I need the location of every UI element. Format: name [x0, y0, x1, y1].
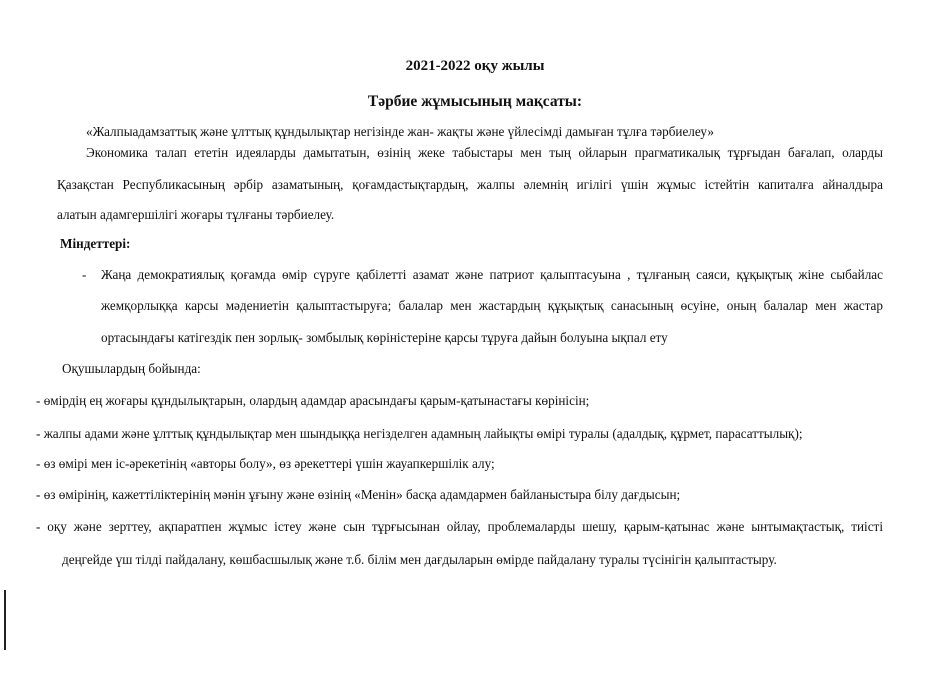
students-item: - жалпы адами және ұлттық құндылықтар мен шындыққа негізделген адамның лайықты өмірі туралы (адалдық, құрмет, парасаттылық); — [36, 426, 803, 441]
tasks-line-2: жемқорлыққа карсы мәдениетін қалыптастыруға; балалар мен жастардың құқықтық санасының өсуіне, оның балалар мен жастар — [101, 298, 883, 313]
students-item: - оқу және зерттеу, ақпаратпен жұмыс істеу және сын тұрғысынан ойлау, проблемаларды шешу, қарым-қатынас және ынтымақтастық, тиісті — [36, 519, 883, 534]
academic-year-heading: 2021-2022 оқу жылы — [405, 58, 545, 74]
students-label: Оқушылардың бойында: — [62, 361, 201, 376]
tasks-label: Міндеттері: — [60, 236, 131, 251]
goal-title: Тәрбие жұмысының мақсаты: — [367, 93, 583, 110]
students-item: - өз өмірі мен іс-әрекетінің «авторы болу», өз әрекеттері үшін жауапкершілік алу; — [36, 456, 495, 471]
goal-paragraph-line-2: Қазақстан Республикасының әрбір азаматының, қоғамдастықтардың, жалпы әлемнің игілігі үшін жұмыс істейтін капиталға айналдыра — [57, 177, 883, 192]
tasks-line-3: ортасындағы катігездік пен зорлық- зомбылық көріністеріне қарсы тұруға дайын болуына ықпал ету — [101, 330, 668, 345]
tasks-bullet: - — [82, 267, 87, 282]
goal-paragraph-line-3: алатын адамгершілігі жоғары тұлғаны тәрбиелеу. — [57, 207, 335, 222]
students-item-continuation: деңгейде үш тілді пайдалану, көшбасшылық және т.б. білім мен дағдыларын өмірде пайдалану туралы түсінігін қалыптастыру. — [62, 552, 777, 567]
scan-edge-mark — [4, 590, 6, 650]
tasks-line-1: Жаңа демократиялық қоғамда өмір сүруге қабілетті азамат және патриот қалыптасуына , тұлғаның саяси, құқықтық жіне сыбайлас — [101, 267, 883, 282]
students-item: - өмірдің ең жоғары құндылықтарын, олардың адамдар арасындағы қарым-қатынастағы көрінісін; — [36, 393, 590, 408]
goal-paragraph-line-1: Экономика талап ететін идеяларды дамытатын, өзінің жеке табыстары мен тың ойларын прагматикалық тұрғыдан бағалап, оларды — [86, 145, 883, 160]
goal-quote: «Жалпыадамзаттық және ұлттық құндылықтар негізінде жан- жақты және үйлесімді дамыған тұлға тәрбиелеу» — [86, 124, 714, 139]
students-item: - өз өмірінің, кажеттіліктерінің мәнін ұғыну және өзінің «Менін» басқа адамдармен байланыстыра білу дағдысын; — [36, 487, 681, 502]
